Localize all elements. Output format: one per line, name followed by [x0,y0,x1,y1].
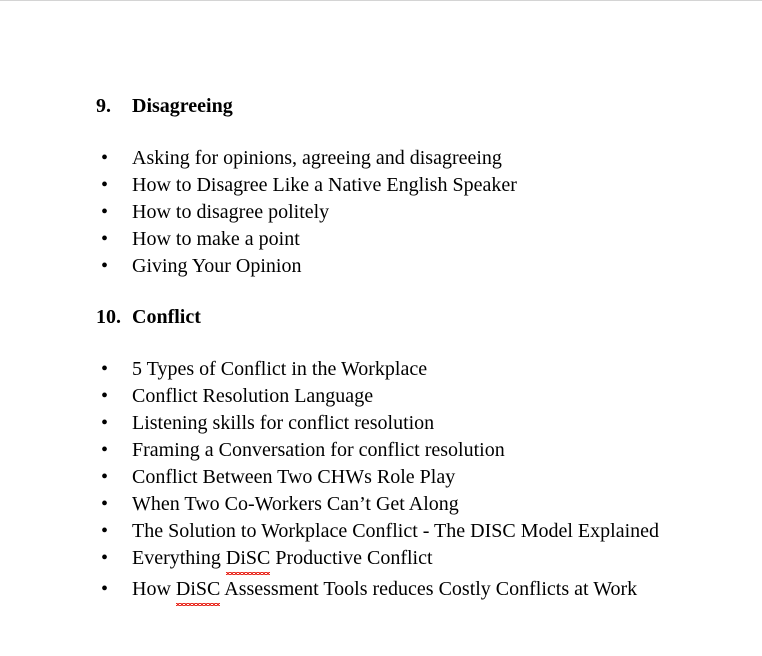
bullet-icon: • [101,578,109,600]
section-heading [96,93,736,119]
list-item [96,199,736,226]
document-body [96,93,736,607]
list-item [96,226,736,253]
text-suffix: Assessment Tools reduces Costly Conflicts at Work [220,578,638,600]
list-item-label: How to make a point [132,228,300,250]
list-item-label [132,547,433,569]
list-item-label: Asking for opinions, agreeing and disagreeing [132,147,502,169]
text-prefix: How [132,578,176,600]
section-title: Conflict [132,306,201,328]
list-item-label: Conflict Resolution Language [132,385,374,407]
bullet-list-disagreeing [96,145,736,280]
spellcheck-error-word[interactable]: DiSC [226,545,270,576]
section-title: Disagreeing [132,95,233,117]
spellcheck-error-word[interactable]: DiSC [176,576,220,607]
bullet-icon: • [101,201,109,223]
list-item [96,518,736,545]
section-disagreeing [96,93,736,280]
list-item [96,145,736,172]
list-item-label: The Solution to Workplace Conflict - The DISC Model Explained [132,520,660,542]
list-item [96,383,736,410]
list-item [96,356,736,383]
list-item-label: How to disagree politely [132,201,330,223]
bullet-icon: • [101,439,109,461]
text-prefix: Everything [132,547,226,569]
bullet-icon: • [101,493,109,515]
section-heading [96,304,736,330]
list-item-label: When Two Co-Workers Can’t Get Along [132,493,459,515]
list-item [96,410,736,437]
bullet-icon: • [101,358,109,380]
text-suffix: Productive Conflict [270,547,433,569]
bullet-icon: • [101,520,109,542]
list-item [96,491,736,518]
list-item [96,253,736,280]
list-item-label: Listening skills for conflict resolution [132,412,435,434]
spacer [96,330,736,356]
list-item-label: 5 Types of Conflict in the Workplace [132,358,428,380]
bullet-icon: • [101,228,109,250]
bullet-icon: • [101,412,109,434]
list-item-label: Giving Your Opinion [132,255,302,277]
bullet-icon: • [101,147,109,169]
bullet-icon: • [101,466,109,488]
bullet-list-conflict [96,356,736,607]
list-item [96,545,736,576]
section-number: 9. [96,95,111,117]
list-item-label: Framing a Conversation for conflict resolution [132,439,505,461]
spacer [96,280,736,304]
list-item-label: How to Disagree Like a Native English Speaker [132,174,517,196]
list-item [96,576,736,607]
bullet-icon: • [101,174,109,196]
list-item-label: Conflict Between Two CHWs Role Play [132,466,456,488]
list-item [96,464,736,491]
list-item-label [132,578,637,600]
section-conflict [96,304,736,607]
list-item [96,172,736,199]
spacer [96,119,736,145]
bullet-icon: • [101,255,109,277]
list-item [96,437,736,464]
bullet-icon: • [101,547,109,569]
section-number: 10. [96,306,121,328]
bullet-icon: • [101,385,109,407]
